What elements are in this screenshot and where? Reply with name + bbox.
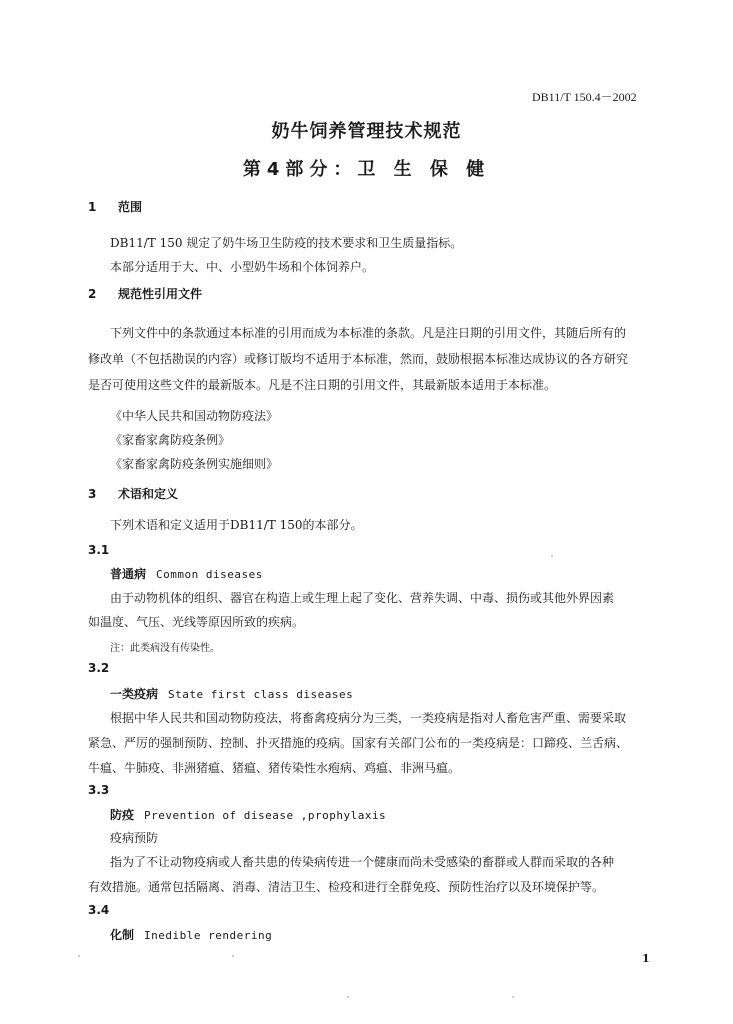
term-english: State first class diseases — [168, 688, 354, 701]
standard-code: DB11/T 150.4－2002 — [532, 90, 637, 104]
section-title: 范围 — [118, 200, 143, 214]
term-synonym: 疫病预防 — [110, 831, 159, 845]
section-3-intro: 下列术语和定义适用于DB11/T 150的本部分。 — [110, 518, 363, 532]
definition-line: 有效措施。通常包括隔离、消毒、清洁卫生、检疫和进行全群免疫、预防性治疗以及环境保护等。 — [88, 880, 605, 894]
term-english: Common diseases — [156, 568, 263, 581]
definition-line: 牛瘟、牛肺疫、非洲猪瘟、猪瘟、猪传染性水疱病、鸡瘟、非洲马瘟。 — [88, 761, 461, 775]
term-chinese: 化制 — [110, 928, 135, 942]
clause-number: 3.4 — [88, 903, 110, 917]
section-2-paragraph-line: 是否可使用这些文件的最新版本。凡是不注日期的引用文件，其最新版本适用于本标准。 — [88, 378, 557, 392]
section-title: 术语和定义 — [118, 487, 179, 501]
term-entry — [110, 926, 272, 943]
definition-line: 如温度、气压、光线等原因所致的疾病。 — [88, 615, 305, 629]
clause-number: 3.1 — [88, 543, 110, 557]
section-title: 规范性引用文件 — [118, 287, 203, 301]
clause-number: 3.3 — [88, 783, 110, 797]
term-english: Inedible rendering — [144, 929, 273, 942]
document-subtitle: 第4部分：卫 生 保 健 — [242, 159, 491, 180]
term-note: 注：此类病没有传染性。 — [110, 643, 220, 654]
term-chinese: 防疫 — [110, 808, 135, 822]
term-english: Prevention of disease ,prophylaxis — [144, 809, 387, 822]
reference-item: 《家畜家禽防疫条例实施细则》 — [110, 457, 279, 471]
term-chinese: 一类疫病 — [110, 687, 159, 701]
definition-line: 由于动物机体的组织、器官在构造上或生理上起了变化、营养失调、中毒、损伤或其他外界因素 — [110, 591, 615, 605]
reference-item: 《中华人民共和国动物防疫法》 — [110, 409, 279, 423]
page-number: 1 — [642, 952, 650, 965]
scan-speck — [551, 555, 553, 557]
section-2-paragraph-line: 修改单（不包括勘误的内容）或修订版均不适用于本标准，然而，鼓励根据本标准达成协议的各方研究 — [88, 352, 629, 366]
section-1-paragraph-1: DB11/T 150 规定了奶牛场卫生防疫的技术要求和卫生质量指标。 — [110, 236, 463, 250]
term-entry — [110, 565, 263, 582]
term-entry — [110, 806, 386, 823]
scan-speck — [347, 996, 349, 998]
clause-number: 3.2 — [88, 661, 110, 675]
section-2-heading — [88, 285, 202, 302]
scan-speck — [78, 955, 80, 957]
section-2-paragraph-line: 下列文件中的条款通过本标准的引用而成为本标准的条款。凡是注日期的引用文件，其随后所有的 — [110, 326, 627, 340]
term-chinese: 普通病 — [110, 567, 147, 581]
section-number: 2 — [88, 287, 97, 301]
section-1-heading — [88, 198, 142, 215]
reference-item: 《家畜家禽防疫条例》 — [110, 433, 231, 447]
definition-line: 根据中华人民共和国动物防疫法，将畜禽疫病分为三类，一类疫病是指对人畜危害严重、需要采取 — [110, 711, 627, 725]
section-number: 3 — [88, 487, 97, 501]
section-1-paragraph-2: 本部分适用于大、中、小型奶牛场和个体饲养户。 — [110, 260, 375, 274]
scan-speck — [512, 996, 514, 998]
document-title: 奶牛饲养管理技术规范 — [271, 121, 462, 142]
scan-speck — [232, 955, 234, 957]
definition-line: 紧急、严厉的强制预防、控制、扑灭措施的疫病。国家有关部门公布的一类疫病是：口蹄疫、兰舌病、 — [88, 736, 629, 750]
term-entry — [110, 685, 353, 702]
section-number: 1 — [88, 200, 97, 214]
definition-line: 指为了不让动物疫病或人畜共患的传染病传进一个健康而尚未受感染的畜群或人群而采取的各种 — [110, 855, 615, 869]
section-3-heading — [88, 485, 178, 502]
